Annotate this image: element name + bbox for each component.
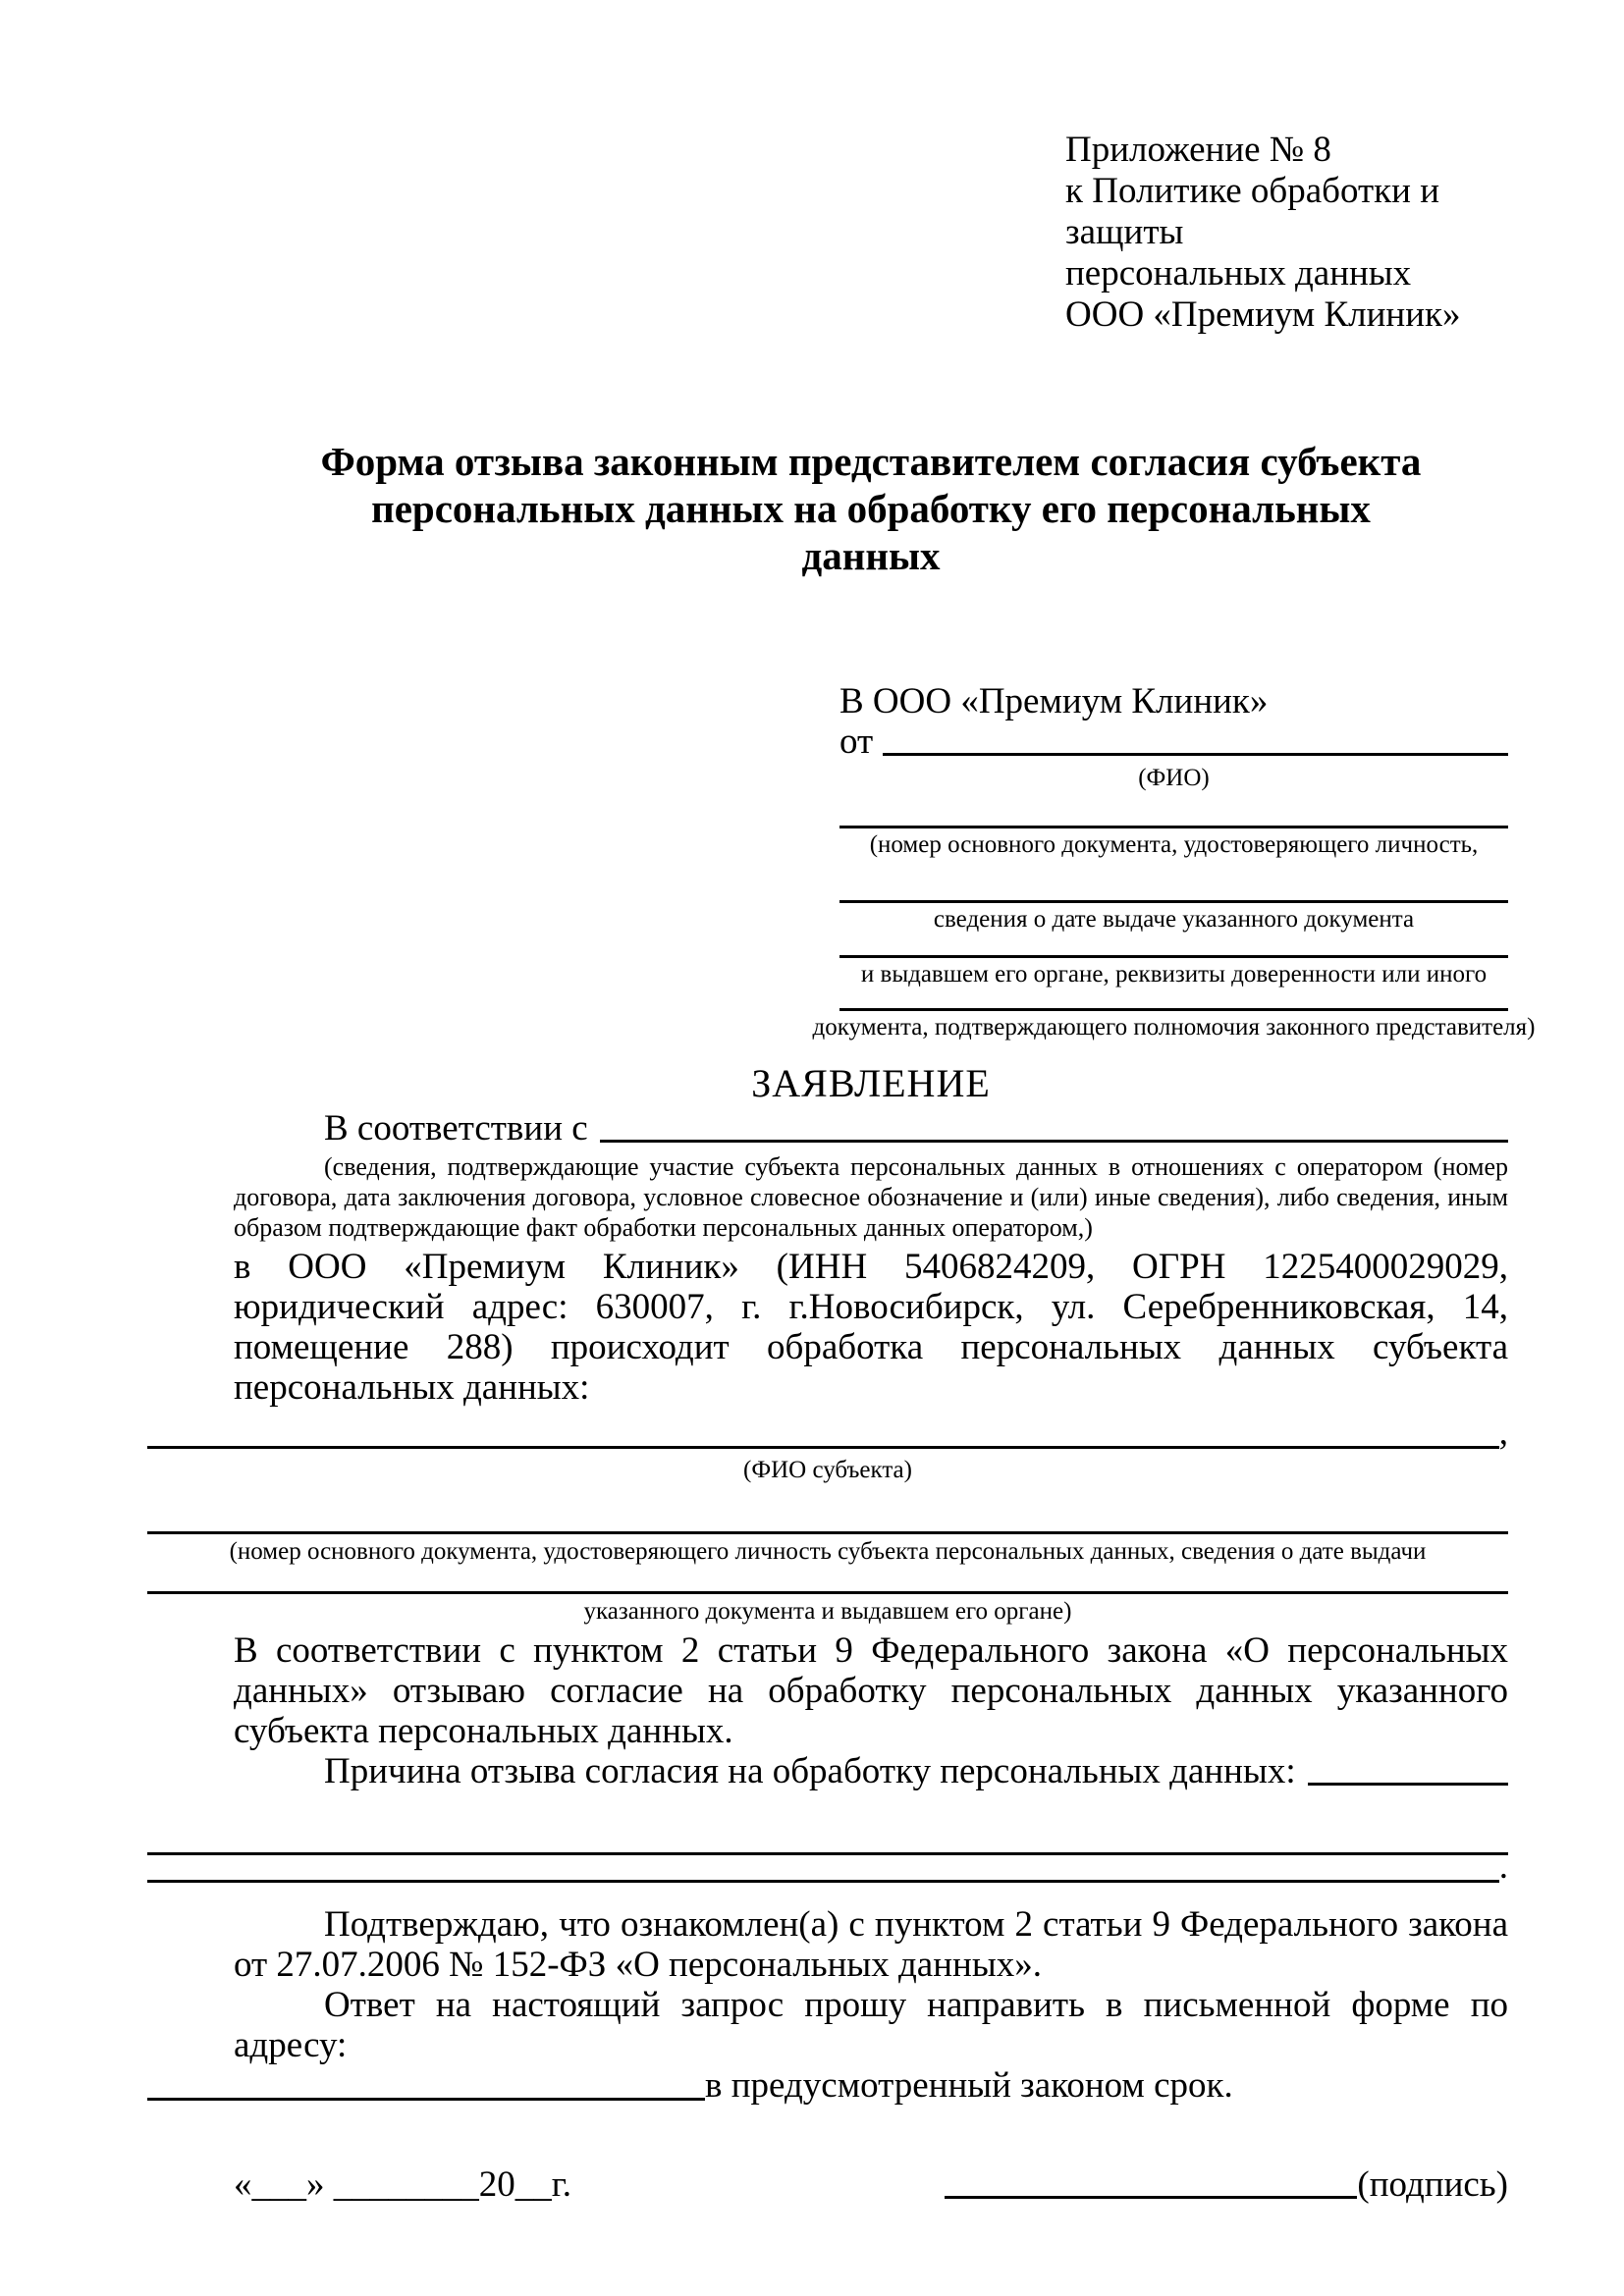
withdrawal-paragraph: В соответствии с пунктом 2 статьи 9 Федерального закона «О персональных данных» отзываю согласие на обработку персональных данных указанного субъекта персональных данных.	[234, 1630, 1508, 1751]
basis-explanatory-note: (сведения, подтверждающие участие субъекта персональных данных в отношениях с оператором (номер договора, дата заключения договора, условное словесное обозначение и (или) иные сведения), либо сведения, иным образом подтверждающие факт обработки персональных данных оператором,)	[234, 1152, 1508, 1242]
subject-doc-caption-line1: (номер основного документа, удостоверяющего личность субъекта персональных данных, сведения о дате выдачи	[229, 1538, 1427, 1565]
from-blank-line	[883, 753, 1508, 756]
subject-fio-caption: (ФИО субъекта)	[743, 1457, 912, 1483]
from-field-row	[839, 721, 1508, 762]
reason-label: Причина отзыва согласия на обработку персональных данных:	[324, 1751, 1296, 1791]
footer	[234, 2164, 1508, 2205]
reason-field-row	[234, 1751, 1508, 1791]
subject-doc-blank-line-2	[147, 1566, 1508, 1594]
addressee-block	[812, 681, 1536, 1041]
representative-doc-blank-line	[839, 792, 1508, 828]
reply-address-blank-line	[147, 2098, 705, 2101]
reply-address-blank-row	[147, 2065, 1508, 2106]
signature-caption: (подпись)	[1357, 2164, 1508, 2205]
issuing-authority-blank-line	[839, 934, 1508, 958]
reason-blank-line	[1308, 1783, 1508, 1786]
reply-address-paragraph: Ответ на настоящий запрос прошу направить в письменной форме по адресу:	[234, 1985, 1508, 2065]
appendix-line: к Политике обработки и защиты	[1065, 171, 1440, 252]
signature-blank-line	[945, 2196, 1357, 2199]
subject-doc-caption-line2: указанного документа и выдавшем его органе)	[583, 1598, 1072, 1625]
fio-caption: (ФИО)	[1138, 765, 1210, 791]
subject-doc-blank-line	[147, 1484, 1508, 1534]
trailing-comma: ,	[1498, 1413, 1508, 1453]
subject-fio-blank-row	[147, 1408, 1508, 1453]
doc-issue-date-caption: сведения о дате выдаче указанного документа	[933, 906, 1415, 933]
statement-heading: ЗАЯВЛЕНИЕ	[751, 1061, 991, 1105]
appendix-line: персональных данных	[1065, 253, 1412, 294]
basis-label: В соответствии с	[324, 1108, 588, 1148]
from-label: от	[839, 721, 874, 762]
reason-blank-line-3	[147, 1880, 1499, 1883]
doc-issue-date-blank-line	[839, 859, 1508, 903]
appendix-line: Приложение № 8	[1065, 130, 1331, 170]
reason-blank-line-2	[147, 1791, 1508, 1855]
reply-deadline-text: в предусмотренный законом срок.	[705, 2065, 1233, 2106]
appendix-line: ООО «Премиум Клиник»	[1065, 294, 1461, 335]
confirmation-paragraph: Подтверждаю, что ознакомлен(а) с пунктом 2 статьи 9 Федерального закона от 27.07.2006 № 152-ФЗ «О персональных данных».	[234, 1904, 1508, 1985]
reason-blank-row-3	[147, 1846, 1508, 1887]
issuing-authority-caption: и выдавшем его органе, реквизиты доверенности или иного	[860, 961, 1488, 988]
operator-paragraph: в ООО «Премиум Клиник» (ИНН 5406824209, ОГРН 1225400029029, юридический адрес: 630007, г. г.Новосибирск, ул. Серебренниковская, 14, помещение 288) происходит обработка персональных данных субъекта персональных данных:	[234, 1247, 1508, 1408]
appendix-header	[1065, 130, 1508, 336]
basis-field-row	[234, 1108, 1508, 1148]
authority-doc-blank-line	[839, 988, 1508, 1011]
signature-block	[945, 2164, 1508, 2205]
document-title: Форма отзыва законным представителем согласия субъекта персональных данных на обработку его персональных данных	[320, 439, 1422, 578]
representative-doc-caption: (номер основного документа, удостоверяющего личность,	[869, 831, 1479, 858]
date-blank-field: «___» ________20__г.	[234, 2164, 572, 2205]
trailing-period: .	[1498, 1846, 1508, 1887]
addressee-to: В ООО «Премиум Клиник»	[839, 681, 1269, 721]
subject-fio-blank-line	[147, 1446, 1499, 1449]
basis-blank-line	[600, 1140, 1508, 1143]
authority-doc-caption: документа, подтверждающего полномочия законного представителя)	[812, 1014, 1536, 1041]
